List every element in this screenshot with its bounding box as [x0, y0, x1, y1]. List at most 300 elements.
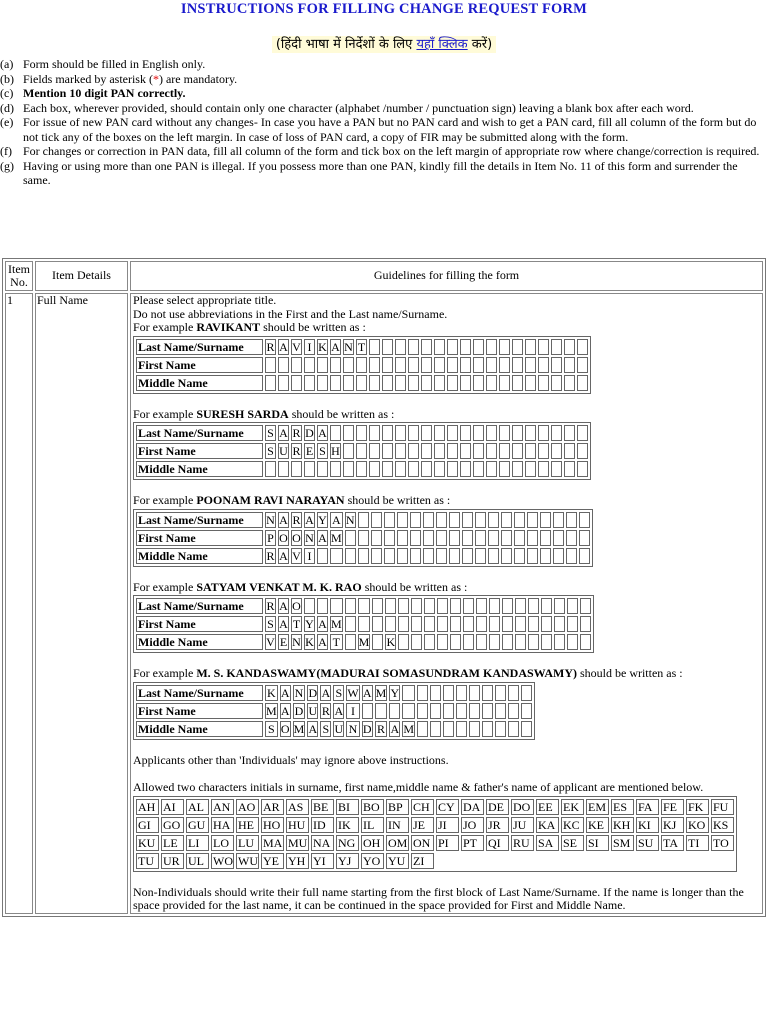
char-box: M — [293, 721, 305, 736]
char-box: A — [331, 339, 340, 354]
char-box — [345, 548, 356, 564]
grid-row — [136, 721, 532, 737]
char-box: R — [321, 703, 330, 718]
char-box — [410, 548, 421, 564]
char-box — [450, 634, 461, 650]
char-box — [382, 461, 393, 477]
initials-cell: QI — [486, 835, 509, 851]
grid-row-label: Last Name/Surname — [136, 339, 263, 355]
char-box — [469, 685, 480, 701]
char-box — [538, 461, 549, 477]
char-box — [291, 461, 302, 477]
char-box — [449, 530, 460, 546]
char-box: S — [265, 616, 276, 632]
char-box — [475, 530, 486, 546]
char-box: A — [334, 703, 344, 718]
char-box — [488, 512, 499, 528]
char-box — [499, 425, 510, 441]
char-box: R — [292, 444, 301, 458]
char-box — [540, 512, 551, 528]
char-box — [343, 357, 354, 373]
char-box — [417, 685, 428, 701]
char-box — [291, 357, 302, 373]
grid-row — [136, 616, 591, 632]
char-box — [462, 512, 473, 528]
char-box — [564, 375, 575, 391]
char-box — [265, 461, 276, 477]
char-box: Y — [318, 512, 327, 527]
char-box — [395, 357, 406, 373]
initials-cell: DO — [511, 799, 534, 815]
char-box: S — [317, 443, 328, 459]
char-box: Y — [390, 685, 400, 700]
char-box — [564, 357, 575, 373]
char-box — [423, 530, 434, 546]
char-box: A — [280, 685, 290, 700]
char-box — [417, 703, 428, 719]
initials-cell: ZI — [411, 853, 434, 869]
char-box — [486, 443, 497, 459]
char-box — [330, 598, 343, 614]
char-box — [577, 357, 588, 373]
char-box — [356, 425, 367, 441]
char-box — [345, 616, 356, 632]
initials-cell: FA — [636, 799, 659, 815]
grid-row-label: Last Name/Surname — [136, 598, 263, 614]
char-box — [541, 598, 552, 614]
char-box — [424, 634, 435, 650]
initials-cell: DA — [461, 799, 484, 815]
char-box — [460, 461, 471, 477]
initials-cell: JI — [436, 817, 459, 833]
char-box — [551, 375, 562, 391]
char-box — [528, 616, 539, 632]
char-box — [525, 443, 536, 459]
char-box — [456, 685, 467, 701]
page-title: INSTRUCTIONS FOR FILLING CHANGE REQUEST FORM — [180, 1, 588, 17]
char-box — [369, 339, 380, 355]
instruction-item — [0, 86, 768, 101]
initials-row — [136, 817, 734, 833]
char-box — [430, 703, 441, 719]
char-box — [515, 634, 526, 650]
char-box — [512, 443, 523, 459]
char-box — [579, 512, 590, 528]
char-box — [423, 512, 434, 528]
char-box — [580, 616, 591, 632]
char-box — [564, 443, 575, 459]
char-box — [304, 375, 315, 391]
char-box: A — [279, 548, 288, 563]
char-box — [317, 461, 328, 477]
guide-intro-line: Do not use abbreviations in the First and the Last name/Surname. — [133, 306, 448, 321]
char-box: I — [346, 703, 359, 719]
example-name: SURESH SARDA — [196, 406, 289, 421]
char-box — [408, 443, 419, 459]
char-box — [473, 425, 484, 441]
char-box — [577, 339, 588, 355]
char-box — [488, 530, 499, 546]
instruction-label: (g) — [0, 158, 14, 173]
char-box — [375, 703, 388, 719]
char-box: N — [346, 721, 359, 737]
char-box — [304, 357, 315, 373]
char-box: N — [345, 512, 355, 527]
char-box — [475, 512, 486, 528]
grid-row — [136, 512, 590, 528]
initials-cell: IK — [336, 817, 359, 833]
hindi-open-text: (हिंदी भाषा में निर्देशों के लिए — [275, 37, 413, 52]
example-name: SATYAM VENKAT M. K. RAO — [196, 579, 362, 594]
char-box — [356, 357, 367, 373]
char-box: P — [265, 530, 276, 546]
initials-cell: ES — [611, 799, 634, 815]
char-box — [564, 339, 575, 355]
char-box — [343, 443, 354, 459]
char-box — [436, 530, 447, 546]
char-box — [514, 530, 525, 546]
initials-cell: IL — [361, 817, 384, 833]
initials-cell: BO — [361, 799, 384, 815]
char-box — [411, 634, 422, 650]
char-box: N — [266, 512, 275, 527]
char-box — [579, 548, 590, 564]
char-box — [553, 530, 564, 546]
char-box: A — [318, 530, 327, 545]
char-box: A — [279, 599, 288, 613]
char-box — [554, 616, 565, 632]
char-box — [343, 375, 354, 391]
char-box — [382, 375, 393, 391]
initials-cell: DE — [486, 799, 509, 815]
char-box — [411, 616, 422, 632]
grid-row-label: Middle Name — [136, 461, 263, 477]
guidelines-table — [2, 258, 766, 917]
initials-cell: LO — [211, 835, 234, 851]
char-box: M — [358, 635, 370, 649]
char-box: I — [304, 548, 315, 564]
char-box — [553, 548, 564, 564]
char-box: W — [347, 685, 359, 700]
char-box: S — [265, 443, 276, 459]
grid-row-label: Middle Name — [136, 375, 263, 391]
initials-cell: LU — [236, 835, 259, 851]
initials-cell: YI — [311, 853, 334, 869]
char-box — [447, 375, 458, 391]
initials-cell: SE — [561, 835, 584, 851]
char-box — [384, 530, 395, 546]
initials-cell: UR — [161, 853, 184, 869]
instruction-text: For issue of new PAN card without any changes- In case you have a PAN but no PAN card and wish to get a PAN card, fill all column of the form but do not tick any of the boxes on the left margin. In case of loss of PAN card, a copy of FIR may be submitted along with the form. — [23, 115, 757, 144]
row-guidelines — [130, 293, 763, 914]
char-box — [566, 512, 577, 528]
char-box — [369, 461, 380, 477]
char-box — [473, 375, 484, 391]
char-box — [456, 721, 467, 737]
char-box — [538, 443, 549, 459]
initials-cell: JO — [461, 817, 484, 833]
char-box — [499, 375, 510, 391]
initials-cell: FU — [711, 799, 734, 815]
char-box — [577, 461, 588, 477]
char-box — [564, 461, 575, 477]
initials-cell: BP — [386, 799, 409, 815]
char-box — [456, 703, 467, 719]
instruction-text: Each box, wherever provided, should contain only one character (alphabet /number / punctuation sign) leaving a blank box after each word. — [23, 100, 694, 115]
char-box — [567, 634, 578, 650]
char-box — [486, 357, 497, 373]
char-box — [434, 461, 445, 477]
grid-row-label: Middle Name — [136, 634, 263, 650]
hindi-close-text: करें) — [471, 37, 493, 52]
char-box — [434, 375, 445, 391]
char-box — [436, 512, 447, 528]
char-box — [402, 703, 415, 719]
char-box: R — [375, 721, 388, 737]
char-box — [434, 357, 445, 373]
initials-cell: AR — [261, 799, 284, 815]
char-box — [489, 634, 500, 650]
char-box — [525, 357, 536, 373]
char-box — [330, 375, 341, 391]
initials-cell: TI — [686, 835, 709, 851]
char-box — [330, 548, 343, 564]
char-box: A — [279, 426, 288, 440]
grid-row — [136, 339, 588, 355]
example-caption: For example SATYAM VENKAT M. K. RAO should be written as : — [133, 579, 468, 594]
char-box — [397, 512, 408, 528]
initials-cell: KE — [586, 817, 609, 833]
initials-cell: HA — [211, 817, 234, 833]
initials-cell: IN — [386, 817, 409, 833]
char-box: A — [332, 512, 341, 527]
char-box — [476, 616, 487, 632]
char-box — [512, 357, 523, 373]
char-box — [345, 634, 356, 650]
char-box — [410, 512, 421, 528]
grid-row-label: Last Name/Surname — [136, 425, 263, 441]
char-box — [495, 685, 506, 701]
char-box: A — [279, 339, 288, 354]
example-name-grid — [133, 422, 591, 480]
initials-cell: KH — [611, 817, 634, 833]
initials-cell: JU — [511, 817, 534, 833]
char-box — [551, 425, 562, 441]
char-box: U — [334, 721, 344, 736]
grid-row-label: First Name — [136, 616, 263, 632]
char-box — [372, 598, 383, 614]
char-box — [499, 461, 510, 477]
char-box — [460, 425, 471, 441]
char-box — [476, 634, 487, 650]
grid-row — [136, 357, 588, 373]
initials-cell: AH — [136, 799, 159, 815]
char-box — [358, 530, 369, 546]
hindi-instructions-box — [272, 36, 496, 53]
initials-cell: AO — [236, 799, 259, 815]
initials-cell: PT — [461, 835, 484, 851]
char-box — [447, 425, 458, 441]
char-box — [358, 616, 371, 632]
grid-row-label: Last Name/Surname — [136, 512, 263, 528]
row-item-details: Full Name — [35, 293, 128, 914]
char-box — [437, 616, 448, 632]
initials-cell: HU — [286, 817, 309, 833]
initials-cell: LE — [161, 835, 184, 851]
initials-cell: JR — [486, 817, 509, 833]
example-caption: For example M. S. KANDASWAMY(MADURAI SOMASUNDRAM KANDASWAMY) should be written as : — [133, 666, 683, 680]
char-box — [527, 530, 538, 546]
char-box — [502, 598, 513, 614]
initials-cell: SI — [586, 835, 609, 851]
char-box — [525, 339, 536, 355]
ignore-note: Applicants other than 'Individuals' may ignore above instructions. — [133, 752, 449, 767]
initials-cell: MA — [263, 835, 283, 850]
initials-cell: WO — [213, 853, 233, 868]
grid-row-label: Last Name/Surname — [136, 685, 263, 701]
initials-cell: NA — [311, 835, 334, 851]
header-guidelines: Guidelines for filling the form — [130, 261, 763, 291]
char-box — [580, 598, 591, 614]
char-box: A — [321, 685, 331, 700]
char-box — [389, 703, 400, 719]
char-box — [382, 357, 393, 373]
initials-cell: AS — [286, 799, 309, 815]
char-box: U — [279, 444, 288, 458]
grid-row — [136, 375, 588, 391]
char-box: M — [403, 721, 415, 736]
initials-cell: KJ — [661, 817, 684, 833]
initials-cell: BI — [336, 799, 359, 815]
initials-cell: NG — [336, 835, 359, 851]
initials-cell: YU — [386, 853, 409, 869]
char-box — [384, 548, 395, 564]
char-box — [502, 634, 513, 650]
char-box — [436, 548, 447, 564]
char-box: T — [357, 339, 366, 354]
char-box: A — [318, 635, 327, 649]
grid-row-label: Middle Name — [136, 721, 263, 737]
instruction-item — [0, 101, 768, 116]
initials-cell: RU — [511, 835, 534, 851]
char-box — [443, 721, 454, 737]
char-box: S — [333, 685, 344, 701]
char-box — [538, 357, 549, 373]
char-box — [515, 598, 526, 614]
char-box — [447, 339, 458, 355]
initials-cell: KC — [561, 817, 584, 833]
instruction-label: (c) — [0, 86, 14, 100]
char-box: A — [318, 426, 327, 440]
char-box — [567, 598, 578, 614]
hindi-click-link[interactable]: यहाँ क्लिक — [416, 37, 468, 52]
char-box — [512, 425, 523, 441]
char-box — [382, 339, 393, 355]
char-box: T — [330, 634, 343, 650]
char-box — [421, 461, 432, 477]
char-box — [462, 530, 473, 546]
char-box — [486, 375, 497, 391]
char-box — [482, 685, 493, 701]
char-box — [567, 616, 578, 632]
char-box — [528, 634, 539, 650]
initials-cell: CH — [411, 799, 434, 815]
char-box: R — [292, 512, 301, 527]
char-box — [330, 357, 341, 373]
char-box: M — [331, 617, 342, 631]
char-box — [495, 721, 506, 737]
char-box: Y — [305, 617, 314, 631]
example-caption: For example SURESH SARDA should be written as : — [133, 406, 395, 421]
char-box — [408, 339, 419, 355]
char-box — [424, 616, 435, 632]
example-name-grid — [133, 336, 591, 394]
instruction-item — [0, 144, 768, 159]
char-box: N — [292, 635, 301, 649]
char-box — [566, 530, 577, 546]
char-box — [408, 461, 419, 477]
char-box: H — [331, 444, 340, 458]
char-box: O — [292, 599, 301, 613]
char-box: V — [292, 548, 301, 563]
char-box — [430, 685, 441, 701]
char-box — [577, 443, 588, 459]
char-box — [304, 461, 315, 477]
grid-row — [136, 685, 532, 701]
char-box — [527, 548, 538, 564]
char-box — [408, 425, 419, 441]
char-box: E — [305, 444, 314, 458]
instruction-item — [0, 72, 768, 87]
char-box — [476, 598, 487, 614]
char-box — [398, 598, 409, 614]
grid-row-label: Middle Name — [136, 548, 263, 564]
char-box: K — [267, 685, 276, 700]
char-box — [495, 703, 506, 719]
char-box — [408, 357, 419, 373]
example-name: RAVIKANT — [196, 320, 261, 334]
initials-cell: FE — [661, 799, 684, 815]
char-box — [421, 339, 432, 355]
char-box — [463, 616, 474, 632]
char-box — [356, 375, 367, 391]
char-box: R — [266, 599, 275, 613]
example-name-grid — [133, 682, 535, 740]
char-box: S — [320, 721, 331, 737]
initials-cell: SA — [536, 835, 559, 851]
char-box — [486, 461, 497, 477]
grid-row — [136, 425, 588, 441]
char-box — [499, 339, 510, 355]
char-box — [358, 598, 371, 614]
char-box — [579, 530, 590, 546]
char-box — [462, 548, 473, 564]
char-box — [417, 721, 428, 737]
initials-cell: OM — [388, 835, 408, 850]
initials-cell: KU — [136, 835, 159, 851]
char-box — [514, 548, 525, 564]
char-box — [527, 512, 538, 528]
char-box — [358, 512, 369, 528]
char-box — [382, 425, 393, 441]
char-box — [551, 461, 562, 477]
char-box — [330, 425, 341, 441]
non-individuals-note: Non-Individuals should write their full name starting from the first block of Last Name/Surname. If the name is longer than the space provided for the last name, it can be continued in the space provided for First and Middle Name. — [133, 884, 744, 912]
char-box — [486, 339, 497, 355]
char-box: R — [292, 426, 301, 440]
char-box: V — [266, 635, 275, 649]
char-box — [369, 443, 380, 459]
